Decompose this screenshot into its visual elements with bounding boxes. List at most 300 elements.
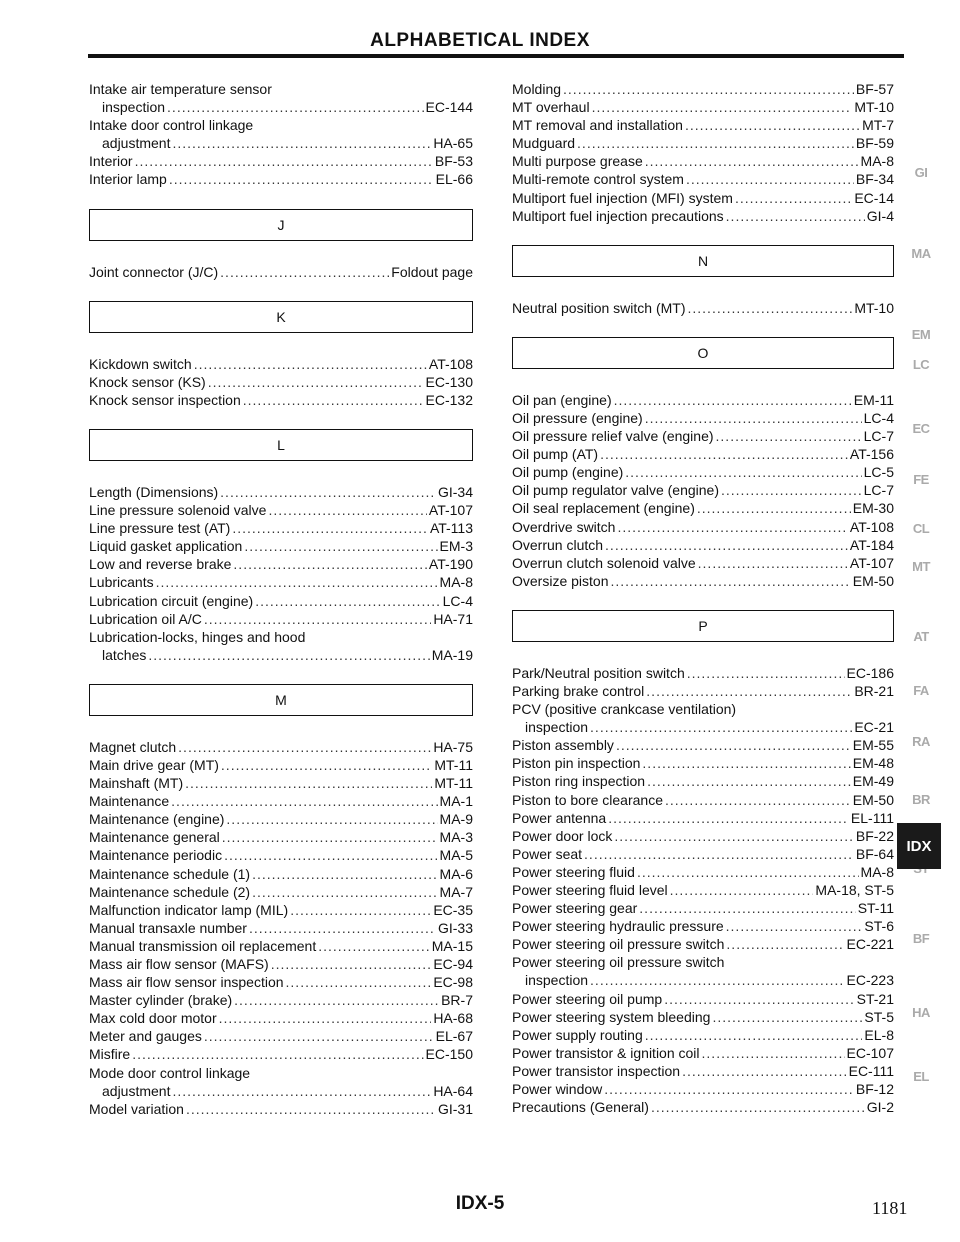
leader-dots [194,355,427,373]
entry-text: Multiport fuel injection precautions [512,207,724,224]
entry-page-ref: MT-11 [434,756,473,773]
index-entry [89,519,473,537]
entry-page-ref: AT-190 [428,556,473,573]
leader-dots [682,1062,847,1080]
index-entry [512,772,894,790]
entry-text: Manual transmission oil replacement [89,937,317,954]
entry-page-ref: MT-7 [862,117,894,134]
leader-dots [646,682,852,700]
index-entry [512,917,894,935]
side-tab-cl[interactable]: CL [912,521,930,536]
index-entry [89,1045,473,1063]
leader-dots [592,98,853,116]
index-entry [512,98,894,116]
entry-page-ref: EL-66 [435,171,473,188]
leader-dots [249,919,436,937]
side-tab-br[interactable]: BR [912,792,930,807]
leader-dots [651,1098,865,1116]
entry-text: Mudguard [512,135,576,152]
leader-dots [712,1008,862,1026]
entry-text: Lubrication-locks, hinges and hood [89,628,306,645]
leader-dots [290,901,431,919]
index-entry [512,463,894,481]
entry-text: Knock sensor inspection [89,391,241,408]
entry-text: Power transistor inspection [512,1062,681,1079]
left-index-column [89,80,473,1118]
entry-text: MT overhaul [512,99,590,116]
entry-text: Magnet clutch [89,738,177,755]
entry-page-ref: EC-111 [848,1062,894,1079]
entry-page-ref: BF-57 [855,81,894,97]
leader-dots [639,899,855,917]
entry-text: PCV (positive crankcase ventilation) [512,701,737,718]
entry-page-ref: HA-75 [433,738,473,755]
index-entry [512,899,894,917]
leader-dots [172,1082,431,1100]
entry-text: adjustment [102,1082,171,1099]
entry-page-ref: MT-10 [854,299,894,316]
entry-page-ref: MA-8 [860,153,894,170]
entry-text: Oil pan (engine) [512,391,612,408]
entry-text: Power steering oil pump [512,990,663,1007]
index-entry [512,80,894,98]
entry-text: Piston assembly [512,737,614,754]
entry-page-ref: EC-144 [425,99,473,116]
index-entry [512,664,894,682]
folio-number: 1181 [872,1198,908,1218]
entry-page-ref: MA-3 [439,829,473,846]
entry-page-ref: AT-113 [429,520,473,537]
entry-page-ref: HA-68 [433,1010,473,1027]
entry-text: Mass air flow sensor (MAFS) [89,956,269,972]
entry-text: Intake air temperature sensor [89,81,272,97]
entry-page-ref: LC-7 [863,428,894,445]
entry-text: Master cylinder (brake) [89,992,233,1009]
entry-page-ref: EM-55 [852,737,894,754]
entry-page-ref: MA-15 [431,937,473,954]
entry-page-ref: MA-5 [439,847,473,864]
entry-text: Multiport fuel injection (MFI) system [512,189,733,206]
entry-page-ref: EL-111 [850,809,894,826]
index-entry [512,391,894,409]
leader-dots [234,991,439,1009]
index-entry [512,299,894,317]
entry-text: Power window [512,1081,603,1098]
leader-dots [208,373,424,391]
leader-dots [698,554,848,572]
entry-text: Oil pressure relief valve (engine) [512,428,714,445]
leader-dots [617,518,847,536]
index-entry [89,116,473,134]
leader-dots [156,573,438,591]
index-entry [89,1009,473,1027]
entry-page-ref: EM-50 [852,791,894,808]
entry-page-ref: MA-6 [439,865,473,882]
entry-text: MT removal and installation [512,117,683,134]
leader-dots [735,189,852,207]
index-entry [89,391,473,409]
entry-page-ref: LC-4 [863,409,894,426]
leader-dots [685,116,860,134]
entry-page-ref: EC-98 [433,974,473,991]
index-entry [512,152,894,170]
entry-text: Oil pump (AT) [512,446,599,463]
entry-page-ref: HA-64 [433,1082,473,1099]
entry-page-ref: EC-14 [854,189,894,206]
entry-page-ref: Foldout page [391,263,473,280]
leader-dots [222,828,438,846]
entry-page-ref: EC-132 [425,391,473,408]
index-entry [512,718,894,736]
entry-text: Maintenance general [89,829,220,846]
leader-dots [687,664,845,682]
entry-text: Piston pin inspection [512,755,641,772]
entry-text: Power steering fluid [512,863,635,880]
index-entry [89,991,473,1009]
index-entry [512,1098,894,1116]
entry-page-ref: EL-8 [864,1026,894,1043]
entry-page-ref: EC-107 [846,1044,894,1061]
leader-dots [220,263,389,281]
leader-dots [625,463,861,481]
side-tab-lc[interactable]: LC [912,357,930,372]
leader-dots [271,955,432,973]
index-entry [89,828,473,846]
entry-text: Power antenna [512,809,607,826]
index-entry [89,973,473,991]
index-entry [89,98,473,116]
index-entry [512,791,894,809]
entry-page-ref: MT-11 [434,775,473,792]
entry-page-ref: GI-4 [866,207,894,224]
side-tab-gi[interactable]: GI [914,165,928,180]
entry-page-ref: EM-48 [852,755,894,772]
entry-page-ref: EC-21 [854,719,894,736]
leader-dots [232,519,428,537]
entry-text: Overrun clutch [512,536,604,553]
index-entry [512,682,894,700]
index-entry [512,953,894,971]
entry-text: Multi purpose grease [512,153,643,170]
leader-dots [220,483,436,501]
index-entry [89,355,473,373]
leader-dots [226,810,437,828]
index-entry [89,628,473,646]
index-entry [512,427,894,445]
index-entry [512,845,894,863]
entry-text: Piston to bore clearance [512,791,663,808]
entry-text: Interior [89,153,133,170]
index-entry [89,555,473,573]
leader-dots [637,863,859,881]
entry-text: Mass air flow sensor inspection [89,974,284,991]
leader-dots [642,754,850,772]
entry-text: latches [102,646,147,663]
index-entry [89,646,473,664]
leader-dots [616,736,851,754]
leader-dots [563,80,854,98]
side-tab-el[interactable]: EL [913,1069,929,1084]
index-entry [512,1044,894,1062]
entry-text: Power steering gear [512,900,638,917]
entry-page-ref: MT-10 [854,99,894,116]
index-entry [512,207,894,225]
side-tab-fe[interactable]: FE [913,472,929,487]
entry-text: Overrun clutch solenoid valve [512,554,696,571]
leader-dots [286,973,432,991]
index-entry [89,1027,473,1045]
index-entry [89,483,473,501]
side-tab-ec[interactable]: EC [912,421,930,436]
leader-dots [645,1026,863,1044]
entry-page-ref: AT-108 [849,518,894,535]
index-entry [512,554,894,572]
side-tab-ma[interactable]: MA [911,246,931,261]
index-entry [512,409,894,427]
leader-dots [318,937,430,955]
entry-text: Misfire [89,1046,131,1063]
entry-page-ref: EC-186 [846,664,894,681]
letter-header-p: P [512,610,894,642]
side-tab-ha[interactable]: HA [912,1005,930,1020]
entry-page-ref: BF-64 [855,845,894,862]
index-entry [89,883,473,901]
entry-page-ref: MA-7 [439,883,473,900]
entry-text: Lubrication oil A/C [89,610,202,627]
index-entry [512,134,894,152]
leader-dots [178,738,431,756]
entry-page-ref: EC-221 [846,936,894,953]
leader-dots [670,881,814,899]
index-entry [89,756,473,774]
side-tab-mt[interactable]: MT [912,559,930,574]
side-tab-bf[interactable]: BF [912,931,930,946]
leader-dots [614,827,853,845]
entry-text: Kickdown switch [89,355,192,372]
title-rule [88,54,904,58]
entry-text: Model variation [89,1100,184,1117]
leader-dots [171,792,437,810]
index-entry [89,152,473,170]
entry-page-ref: EM-3 [439,538,473,555]
entry-text: Overdrive switch [512,518,616,535]
side-tab-fa[interactable]: FA [913,683,929,698]
leader-dots [600,445,848,463]
entry-page-ref: MA-18, ST-5 [815,882,894,898]
letter-header-j: J [89,209,473,241]
leader-dots [584,845,854,863]
entry-page-ref: AT-156 [849,446,894,463]
index-entry [512,518,894,536]
index-entry [89,846,473,864]
leader-dots [647,772,851,790]
index-entry [512,863,894,881]
entry-page-ref: EC-94 [433,956,473,972]
entry-page-ref: HA-71 [433,610,473,627]
leader-dots [172,134,431,152]
leader-dots [135,152,433,170]
index-entry [512,971,894,989]
entry-page-ref: EC-223 [846,972,894,989]
index-entry [89,610,473,628]
entry-page-ref: EL-67 [435,1028,473,1045]
entry-page-ref: MA-1 [439,793,473,810]
entry-page-ref: BF-34 [855,171,894,188]
leader-dots [255,592,440,610]
entry-page-ref: BF-12 [855,1081,894,1098]
leader-dots [610,572,850,590]
leader-dots [577,134,854,152]
entry-text: Manual transaxle number [89,919,247,936]
entry-text: Power steering oil pressure switch [512,936,725,953]
index-entry [89,1064,473,1082]
entry-page-ref: AT-184 [849,536,894,553]
leader-dots [686,170,854,188]
leader-dots [665,791,851,809]
entry-text: Power steering hydraulic pressure [512,918,724,935]
entry-page-ref: MA-9 [439,811,473,828]
index-entry [89,738,473,756]
index-entry [512,827,894,845]
leader-dots [185,774,432,792]
index-entry [512,536,894,554]
leader-dots [233,555,426,573]
index-entry [512,499,894,517]
entry-text: Power door lock [512,827,613,844]
entry-page-ref: GI-33 [437,919,473,936]
index-entry [89,955,473,973]
index-entry [89,810,473,828]
leader-dots [716,427,862,445]
letter-header-m: M [89,684,473,716]
leader-dots [726,917,863,935]
index-entry [512,809,894,827]
entry-text: Low and reverse brake [89,556,232,573]
index-entry [89,501,473,519]
leader-dots [664,990,854,1008]
index-entry [89,373,473,391]
leader-dots [726,935,844,953]
leader-dots [702,1044,845,1062]
leader-dots [221,756,432,774]
leader-dots [645,152,859,170]
entry-text: Parking brake control [512,682,645,699]
index-entry [512,1062,894,1080]
entry-text: Oil pressure (engine) [512,409,643,426]
side-tab-ra[interactable]: RA [912,734,930,749]
entry-page-ref: GI-2 [866,1099,894,1116]
leader-dots [590,971,844,989]
index-entry [89,80,473,98]
entry-page-ref: EC-150 [425,1046,473,1063]
side-tab-em[interactable]: EM [911,327,931,342]
entry-page-ref: GI-31 [437,1100,473,1117]
entry-text: inspection [525,972,589,989]
entry-text: Lubrication circuit (engine) [89,592,254,609]
index-entry [512,700,894,718]
leader-dots [204,1027,434,1045]
leader-dots [186,1100,436,1118]
entry-text: Precautions (General) [512,1099,649,1116]
entry-text: Piston ring inspection [512,773,646,790]
entry-text: Oil pump (engine) [512,464,624,481]
entry-page-ref: ST-5 [864,1008,894,1025]
index-entry [512,445,894,463]
entry-text: Liquid gasket application [89,538,243,555]
entry-text: Meter and gauges [89,1028,202,1045]
index-entry [512,189,894,207]
index-entry [89,792,473,810]
entry-text: Oil pump regulator valve (engine) [512,482,719,499]
entry-text: inspection [102,99,166,116]
entry-text: Neutral position switch (MT) [512,299,686,316]
index-entry [89,774,473,792]
entry-text: Oversize piston [512,572,609,589]
page-label: IDX-5 [455,1193,505,1214]
index-entry [512,170,894,188]
entry-page-ref: HA-65 [433,135,473,152]
entry-text: Power transistor & ignition coil [512,1044,700,1061]
entry-text: Main drive gear (MT) [89,756,219,773]
index-entry [512,990,894,1008]
entry-text: Line pressure test (AT) [89,520,231,537]
entry-page-ref: MA-8 [439,574,473,591]
leader-dots [604,1080,854,1098]
index-entry [89,901,473,919]
entry-text: Maintenance schedule (1) [89,865,251,882]
entry-page-ref: AT-107 [428,502,473,519]
leader-dots [645,409,862,427]
entry-text: Molding [512,81,562,97]
entry-page-ref: EM-49 [852,773,894,790]
leader-dots [167,98,423,116]
index-entry [89,919,473,937]
letter-header-o: O [512,337,894,369]
index-entry [512,881,894,899]
leader-dots [605,536,848,554]
active-section-tab[interactable]: IDX [897,823,941,869]
entry-text: Maintenance [89,793,170,810]
entry-text: Line pressure solenoid valve [89,502,267,519]
entry-text: Multi-remote control system [512,171,684,188]
entry-text: Mainshaft (MT) [89,775,184,792]
leader-dots [726,207,865,225]
entry-text: Joint connector (J/C) [89,263,219,280]
entry-page-ref: ST-6 [864,918,894,935]
leader-dots [721,481,862,499]
entry-page-ref: AT-108 [428,355,473,372]
index-entry [89,263,473,281]
entry-page-ref: AT-107 [849,554,894,571]
side-tab-at[interactable]: AT [913,629,929,644]
entry-text: Power seat [512,845,583,862]
entry-text: Interior lamp [89,171,167,188]
entry-page-ref: LC-4 [442,592,473,609]
leader-dots [252,865,437,883]
index-entry [89,1100,473,1118]
entry-text: Maintenance periodic [89,847,223,864]
letter-header-l: L [89,429,473,461]
index-entry [89,134,473,152]
entry-page-ref: EM-30 [852,500,894,517]
index-entry [89,537,473,555]
entry-page-ref: ST-11 [857,900,894,917]
entry-page-ref: BF-53 [434,153,473,170]
index-entry [512,736,894,754]
entry-text: Maintenance (engine) [89,811,225,828]
leader-dots [688,299,853,317]
entry-text: Lubricants [89,574,154,591]
